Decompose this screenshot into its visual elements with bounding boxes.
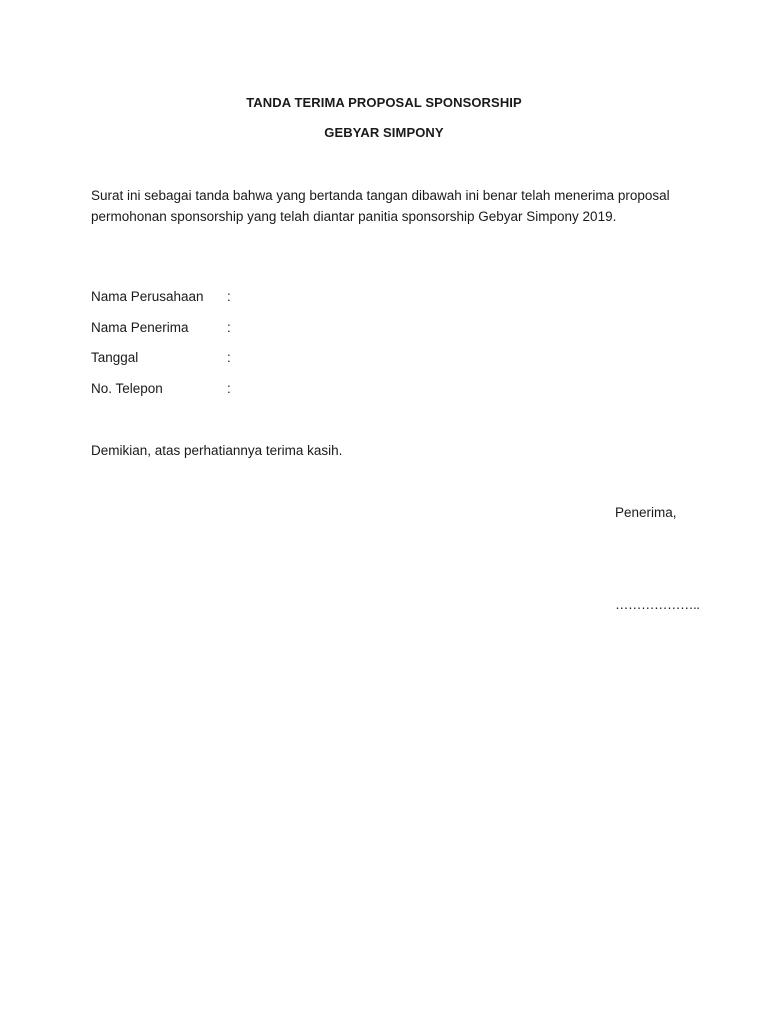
recipient-label: Penerima, (615, 505, 677, 520)
form-fields (91, 289, 491, 411)
document-subtitle: GEBYAR SIMPONY (324, 125, 444, 140)
field-separator: : (227, 350, 231, 365)
field-separator: : (227, 289, 231, 304)
field-row-phone (91, 381, 491, 412)
field-separator: : (227, 319, 231, 335)
field-label: Nama Perusahaan (91, 289, 204, 304)
field-row-date (91, 350, 491, 381)
field-separator: : (227, 380, 231, 396)
field-label: Tanggal (91, 350, 139, 365)
field-row-recipient (91, 320, 491, 351)
field-label: Nama Penerima (91, 319, 189, 335)
field-label: No. Telepon (91, 380, 163, 396)
document-title: TANDA TERIMA PROPOSAL SPONSORSHIP (246, 95, 522, 110)
closing-sentence: Demikian, atas perhatiannya terima kasih. (91, 443, 343, 458)
signature-line: ……………….. (615, 597, 700, 612)
body-paragraph: Surat ini sebagai tanda bahwa yang bertanda tangan dibawah ini benar telah menerima proposal permohonan sponsorship yang telah diantar panitia sponsorship Gebyar Simpony 2019. (91, 188, 670, 224)
field-row-company (91, 289, 491, 320)
